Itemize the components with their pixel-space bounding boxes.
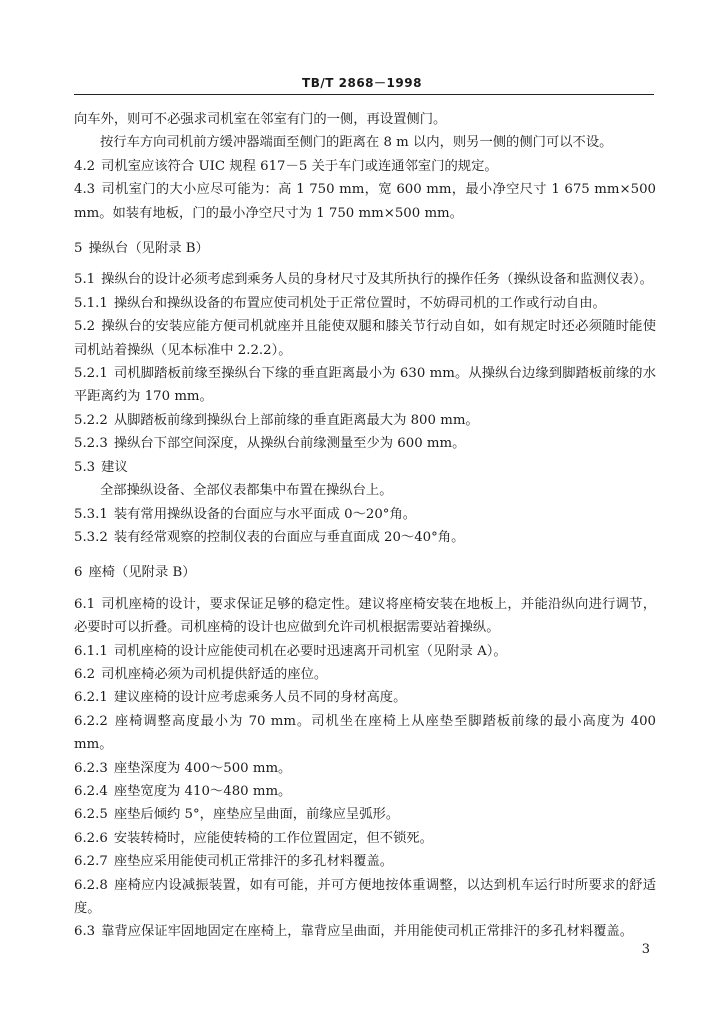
clause-5-3: 5.3 建议 (74, 456, 656, 479)
clause-6-2-1: 6.2.1 建议座椅的设计应考虑乘务人员不同的身材高度。 (74, 686, 656, 709)
page-number: 3 (641, 942, 650, 957)
clause-number: 5.1.1 (74, 295, 108, 311)
clause-6-2-6: 6.2.6 安装转椅时，应能使转椅的工作位置固定，但不锁死。 (74, 827, 656, 850)
section-number: 6 (74, 565, 83, 581)
clause-5-3-2: 5.3.2 装有经常观察的控制仪表的台面应与垂直面成 20～40°角。 (74, 526, 656, 549)
clause-5-1-1: 5.1.1 操纵台和操纵设备的布置应使司机处于正常位置时，不妨碍司机的工作或行动自由。 (74, 292, 656, 315)
section-number: 5 (74, 241, 83, 257)
clause-number: 6.1.1 (74, 643, 108, 659)
clause-number: 6.2.5 (74, 807, 108, 823)
clause-number: 6.2.2 (74, 713, 108, 729)
clause-6-3: 6.3 靠背应保证牢固地固定在座椅上，靠背应呈曲面，并用能使司机正常排汗的多孔材料覆盖。 (74, 920, 656, 943)
clause-6-2-8: 6.2.8 座椅应内设减振装置，如有可能，并可方便地按体重调整，以达到机车运行时所要求的舒适度。 (74, 874, 656, 921)
section-heading-5: 5 操纵台（见附录 B） (74, 237, 656, 260)
clause-number: 5.2.3 (74, 436, 108, 452)
clause-number: 4.2 (74, 158, 96, 174)
paragraph-indented: 按行车方向司机前方缓冲器端面至侧门的距离在 8 m 以内，则另一侧的侧门可以不设。 (100, 135, 613, 151)
clause-5-3-1: 5.3.1 装有常用操纵设备的台面应与水平面成 0～20°角。 (74, 503, 656, 526)
clause-number: 6.2.8 (74, 877, 108, 893)
clause-number: 6.2 (74, 666, 96, 682)
clause-6-2: 6.2 司机座椅必须为司机提供舒适的座位。 (74, 663, 656, 686)
clause-5-1: 5.1 操纵台的设计必须考虑到乘务人员的身材尺寸及其所执行的操作任务（操纵设备和监测仪表）。 (74, 268, 656, 291)
clause-number: 6.2.3 (74, 760, 108, 776)
clause-5-2: 5.2 操纵台的安装应能方便司机就座并且能使双腿和膝关节行动自如，如有规定时还必须随时能使司机站着操纵（见本标准中 2.2.2）。 (74, 315, 656, 362)
paragraph-continuation: 向车外，则可不必强求司机室在邻室有门的一侧，再设置侧门。 (74, 112, 447, 127)
paragraph-indented: 全部操纵设备、全部仪表都集中布置在操纵台上。 (100, 483, 393, 499)
clause-number: 6.2.4 (74, 783, 108, 799)
header-rule (74, 94, 654, 95)
section-heading-6: 6 座椅（见附录 B） (74, 561, 656, 584)
clause-5-2-1: 5.2.1 司机脚踏板前缘至操纵台下缘的垂直距离最小为 630 mm。从操纵台边缘到脚踏板前缘的水平距离约为 170 mm。 (74, 362, 656, 409)
clause-6-1-1: 6.1.1 司机座椅的设计应能使司机在必要时迅速离开司机室（见附录 A）。 (74, 640, 656, 663)
clause-6-1: 6.1 司机座椅的设计，要求保证足够的稳定性。建议将座椅安装在地板上，并能沿纵向进行调节，必要时可以折叠。司机座椅的设计也应做到允许司机根据需要站着操纵。 (74, 593, 656, 640)
standard-code-header: TB/T 2868－1998 (302, 76, 422, 90)
clause-number: 6.2.7 (74, 854, 108, 870)
clause-number: 5.2.2 (74, 412, 108, 428)
clause-4-3: 4.3 司机室门的大小应尽可能为：高 1 750 mm，宽 600 mm，最小净空尺寸 1 675 mm×500 mm。如装有地板，门的最小净空尺寸为 1 750 mm×500 mm。 (74, 178, 656, 225)
clause-6-2-5: 6.2.5 座垫后倾约 5°，座垫应呈曲面，前缘应呈弧形。 (74, 803, 656, 826)
clause-number: 4.3 (74, 182, 96, 198)
clause-number: 6.2.6 (74, 830, 108, 846)
clause-number: 5.3 (74, 459, 96, 475)
clause-number: 5.2.1 (74, 366, 108, 382)
clause-5-2-2: 5.2.2 从脚踏板前缘到操纵台上部前缘的垂直距离最大为 800 mm。 (74, 409, 656, 432)
clause-number: 6.1 (74, 596, 96, 612)
clause-number: 5.2 (74, 319, 96, 335)
clause-5-2-3: 5.2.3 操纵台下部空间深度，从操纵台前缘测量至少为 600 mm。 (74, 432, 656, 455)
clause-4-2: 4.2 司机室应该符合 UIC 规程 617－5 关于车门或连通邻室门的规定。 (74, 155, 656, 178)
clause-6-2-7: 6.2.7 座垫应采用能使司机正常排汗的多孔材料覆盖。 (74, 850, 656, 873)
clause-number: 5.3.1 (74, 506, 108, 522)
document-body (74, 108, 656, 944)
clause-number: 6.2.1 (74, 690, 108, 706)
clause-6-2-4: 6.2.4 座垫宽度为 410～480 mm。 (74, 780, 656, 803)
clause-number: 6.3 (74, 924, 96, 940)
clause-number: 5.1 (74, 272, 96, 288)
clause-number: 5.3.2 (74, 529, 108, 545)
clause-6-2-2: 6.2.2 座椅调整高度最小为 70 mm。司机坐在座椅上从座垫至脚踏板前缘的最小高度为 400 mm。 (74, 710, 656, 757)
clause-6-2-3: 6.2.3 座垫深度为 400～500 mm。 (74, 757, 656, 780)
